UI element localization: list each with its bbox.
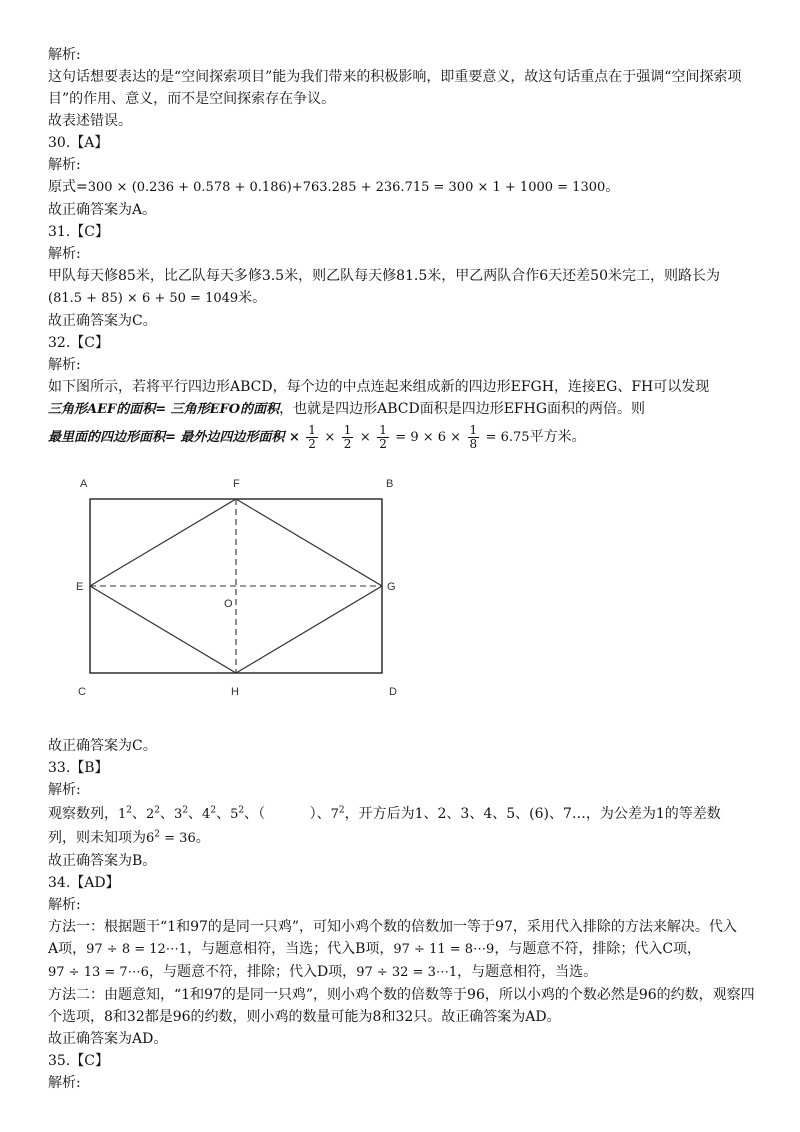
fraction <box>377 424 389 451</box>
seq-base: 2 <box>146 807 155 822</box>
q30-prefix: 原式= <box>48 179 88 195</box>
separator: 、 <box>216 806 231 822</box>
separator: 、 <box>132 806 147 822</box>
label-g: G <box>387 581 396 593</box>
q34-text: ，与题意不符，排除；代入D项， <box>148 964 357 980</box>
times-sign: × <box>359 430 371 445</box>
formula-tail: = 36 <box>160 831 196 846</box>
analysis-label: 解析: <box>48 782 81 798</box>
seq-term: $3^2$ <box>174 805 189 822</box>
q30-answer: 故正确答案为A。 <box>48 202 157 218</box>
q33-text-a: 观察数列， <box>48 806 118 822</box>
question-33-heading: 33.【B】 <box>48 760 109 776</box>
q34-text: A项， <box>48 941 87 957</box>
fraction-denominator: 2 <box>308 436 316 451</box>
q32-equation-end: = 6.75 <box>485 430 530 445</box>
fraction-numerator: 1 <box>343 422 352 437</box>
fraction-numerator: 1 <box>469 422 478 437</box>
q32-equation-mid: = 9 × 6 × <box>395 430 462 445</box>
formula-base: 6 <box>146 831 155 846</box>
seq-base: 1 <box>118 807 127 822</box>
analysis-label: 解析: <box>48 357 81 373</box>
q33-suffix: 。 <box>195 830 210 846</box>
q30-formula-line <box>48 176 760 199</box>
q30-formula: 300 × (0.236 + 0.578 + 0.186)+763.285 + 236.715 = 300 × 1 + 1000 = 1300 <box>87 180 606 195</box>
seq-base: 4 <box>202 807 211 822</box>
fraction-denominator: 2 <box>379 436 387 451</box>
label-o: O <box>224 598 233 610</box>
conclusion-text: 故表述错误。 <box>48 113 132 129</box>
label-c: C <box>78 686 86 698</box>
q33-line-2 <box>48 827 760 850</box>
fraction-denominator: 8 <box>469 436 478 451</box>
q34-line-2 <box>48 938 760 961</box>
analysis-label: 解析: <box>48 897 81 913</box>
label-h: H <box>231 686 239 698</box>
label-a: A <box>80 478 88 490</box>
q33-answer: 故正确答案为B。 <box>48 853 157 869</box>
label-f: F <box>233 478 240 490</box>
q34-text: ，与题意不符，排除；代入C项， <box>494 941 702 957</box>
question-35-heading: 35.【C】 <box>48 1053 109 1069</box>
q34-formula-a: 97 ÷ 8 = 12⋯1 <box>86 942 188 957</box>
q34-line-3 <box>48 961 760 984</box>
label-e: E <box>76 581 84 593</box>
question-31-heading: 31.【C】 <box>48 224 109 240</box>
seq-term: $2^2$ <box>146 805 161 822</box>
fraction <box>468 424 480 451</box>
q34-method-1: 方法一：根据题干“1和97的是同一只鸡”，可知小鸡个数的倍数加一等于97，采用代入排除的方法来解决。代入 <box>48 919 737 935</box>
label-d: D <box>389 686 397 698</box>
q31-formula-line <box>48 287 760 310</box>
q30-suffix: 。 <box>605 179 620 195</box>
q32-answer: 故正确答案为C。 <box>48 738 157 754</box>
q31-suffix: 米。 <box>238 290 267 306</box>
fraction <box>306 424 318 451</box>
analysis-label: 解析: <box>48 1075 81 1091</box>
q31-text: 甲队每天修85米，比乙队每天多修3.5米，则乙队每天修81.5米，甲乙两队合作6天还差50米完工，则路长为 <box>48 268 720 284</box>
q32-text-1: 如下图所示，若将平行四边形ABCD，每个边的中点连起来组成新的四边形EFGH，连接EG、FH可以发现 <box>48 379 710 395</box>
question-32-heading: 32.【C】 <box>48 335 109 351</box>
document-page <box>48 44 760 1094</box>
q32-handwritten-formula: 最里面的四边形面积= 最外边四边形面积 × <box>48 430 300 445</box>
analysis-label: 解析: <box>48 47 81 63</box>
q34-formula-b: 97 ÷ 11 = 8⋯9 <box>393 942 495 957</box>
q31-answer: 故正确答案为C。 <box>48 313 157 329</box>
seq-term: $1^2$ <box>118 805 133 822</box>
q33-blank: （ ） <box>258 806 317 822</box>
fraction-denominator: 2 <box>343 436 352 451</box>
q34-method-2: 方法二：由题意知，“1和97的是同一只鸡”，则小鸡个数的倍数等于96，所以小鸡的个数必然是96的约数，观察四个选项，8和32都是96的约数，则小鸡的数量可能为8和32只。故正确答案为AD。 <box>48 987 755 1025</box>
analysis-label: 解析: <box>48 157 81 173</box>
q34-text: ，与题意相符，当选；代入B项， <box>187 941 394 957</box>
label-b: B <box>386 478 394 490</box>
seq-base: 3 <box>174 807 183 822</box>
fraction-numerator: 1 <box>379 422 387 437</box>
seq-term: $4^2$ <box>202 805 217 822</box>
question-34-heading: 34.【AD】 <box>48 875 120 891</box>
separator: 、 <box>244 806 259 822</box>
q33-text-b: ，开方后为1、2、3、4、5、(6)、7…，为公差为1的等差数 <box>344 806 721 822</box>
rectangle-figure <box>48 459 408 729</box>
fraction-numerator: 1 <box>308 422 316 437</box>
seq-term: $5^2$ <box>230 805 245 822</box>
separator: 、 <box>188 806 203 822</box>
seq-base: 7 <box>330 807 339 822</box>
q33-sequence-line <box>48 801 760 827</box>
q32-handwritten-equation: 三角形AEF的面积= 三角形EFO的面积 <box>48 402 280 417</box>
figure-svg <box>48 459 408 729</box>
separator: 、 <box>316 806 331 822</box>
q31-formula: (81.5 + 85) × 6 + 50 = 1049 <box>48 291 239 306</box>
analysis-text: 这句话想要表达的是“空间探索项目”能为我们带来的积极影响，即重要意义，故这句话重点在于强调“空间探索项目”的作用、意义，而不是空间探索存在争议。 <box>48 69 742 107</box>
question-30-heading: 30.【A】 <box>48 135 109 151</box>
q33-formula: $6^2 = 36$ <box>146 829 196 846</box>
q32-line-3 <box>48 421 760 453</box>
q32-line-2 <box>48 398 760 421</box>
seq-term: $7^2$ <box>330 805 345 822</box>
separator: 、 <box>160 806 175 822</box>
q34-text: ，与题意相符，当选。 <box>457 964 598 980</box>
q32-suffix: 平方米。 <box>529 429 586 445</box>
fraction <box>342 424 354 451</box>
q32-text-2: ，也就是四边形ABCD面积是四边形EFHG面积的两倍。则 <box>279 401 646 417</box>
q34-formula-c: 97 ÷ 13 = 7⋯6 <box>48 965 149 980</box>
q34-answer: 故正确答案为AD。 <box>48 1031 168 1047</box>
q33-text-c: 列，则未知项为 <box>48 830 146 846</box>
times-sign: × <box>324 430 336 445</box>
analysis-label: 解析: <box>48 246 81 262</box>
seq-base: 5 <box>230 807 239 822</box>
q34-formula-d: 97 ÷ 32 = 3⋯1 <box>356 965 458 980</box>
